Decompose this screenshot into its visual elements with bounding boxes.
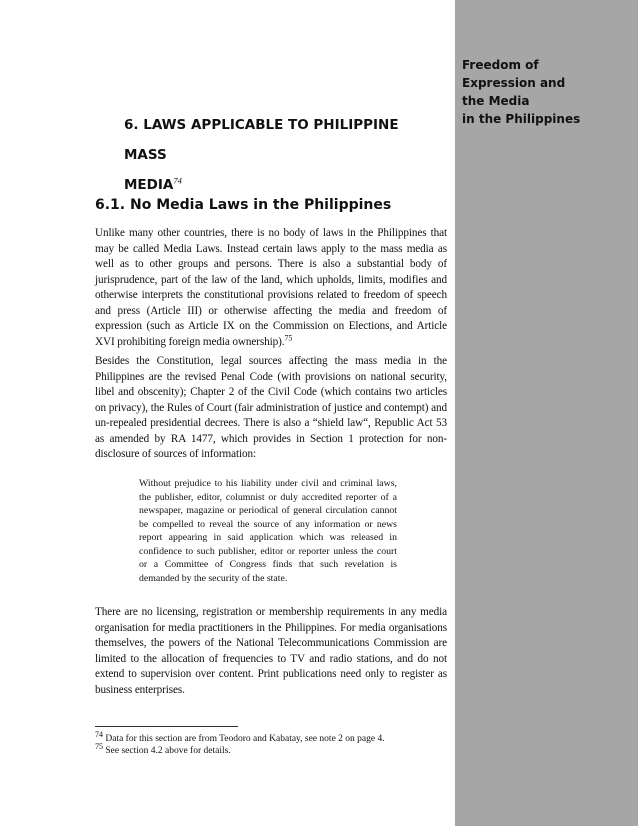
block-quote: Without prejudice to his liability under civil and criminal laws, the publisher, editor, columnist or duly accredited reporter of a newspaper, magazine or periodical of general circulation cannot be compelled to reveal the source of any information or news report appearing in said application which was released in confidence to such publisher, editor or reporter unless the court or a Committee of Congress finds that such revelation is demanded by the security of the state.: [139, 478, 397, 584]
paragraph-3: There are no licensing, registration or membership requirements in any media organisation for media practitioners in the Philippines. For media organisations themselves, the powers of the National Telecommunications Commission are limited to the allocation of frequencies to TV and radio stations, and do not extend to supervision over content. Print publications need only to register as business enterprises.: [95, 606, 447, 696]
footnote-ref: 75: [284, 332, 293, 342]
sidebar-title-line: in the Philippines: [462, 112, 581, 126]
paragraph-1-text: Unlike many other countries, there is no body of laws in the Philippines that may be called Media Laws. Instead certain laws apply to the mass media as well as to other groups and persons. There is also a substantial body of jurisprudence, part of the law of the land, which upholds, limits, modifies and otherwise interprets the constitutional provisions related to freedom of speech and press (Article III) or otherwise affecting the media and freedom of expression (such as Article IX on the Commission on Elections, and Article XVI prohibiting foreign media ownership).: [95, 227, 447, 348]
footnote: [95, 729, 447, 745]
footnote-text: Data for this section are from Teodoro and Kabatay, see note 2 on page 4.: [105, 734, 385, 744]
sidebar-title-line: Freedom of: [462, 58, 539, 72]
footnote-number: 75: [95, 741, 103, 751]
chapter-title: [124, 110, 444, 200]
sidebar-title: [462, 56, 632, 128]
footnote-divider: [95, 726, 238, 727]
paragraph-1: [95, 226, 447, 350]
paragraph-2: Besides the Constitution, legal sources affecting the mass media in the Philippines are the revised Penal Code (with provisions on national security, libel and obscenity); Chapter 2 of the Civil Code (which contains two articles on privacy), the Rules of Court (fair administration of justice and contempt) and un-repealed presidential decrees. There is also a “shield law“, Republic Act 53 as amended by RA 1477, which provides in Section 1 protection for non-disclosure of sources of information:: [95, 355, 447, 460]
chapter-title-line1: 6. LAWS APPLICABLE TO PHILIPPINE MASS: [124, 117, 399, 163]
footnote-ref: 74: [173, 175, 182, 186]
sidebar-title-line: the Media: [462, 94, 530, 108]
footnote: [95, 741, 447, 757]
section-title: 6.1. No Media Laws in the Philippines: [95, 197, 392, 213]
chapter-title-text: MEDIA: [124, 177, 174, 193]
sidebar-title-line: Expression and: [462, 76, 566, 90]
footnote-number: 74: [95, 729, 103, 739]
footnote-text: See section 4.2 above for details.: [105, 746, 231, 756]
